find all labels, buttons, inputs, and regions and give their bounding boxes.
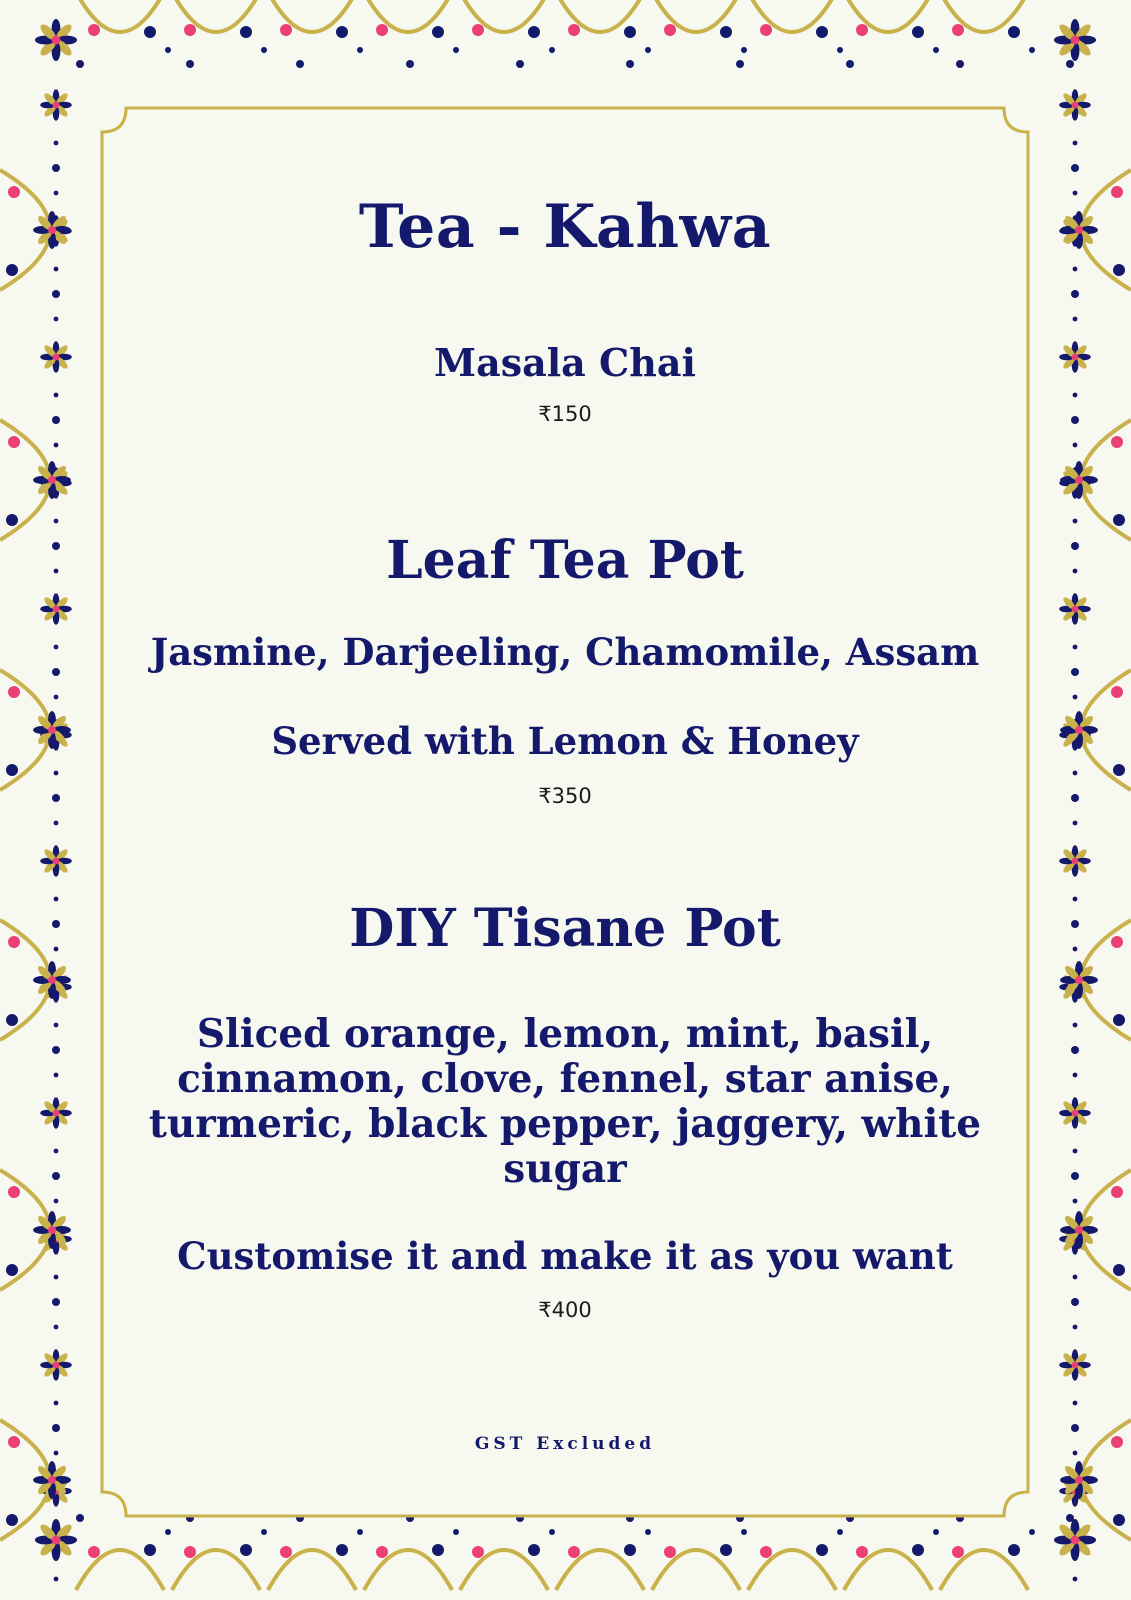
border-flower-icon <box>1060 211 1098 249</box>
border-flower-icon <box>1060 1461 1098 1499</box>
footer-gst-note: GST Excluded <box>474 1434 656 1454</box>
tisane-ingredients-line: cinnamon, clove, fennel, star anise, <box>177 1056 953 1102</box>
tisane-ingredients-line: Sliced orange, lemon, mint, basil, <box>196 1011 934 1057</box>
leaf-tea-price: ₹350 <box>538 784 592 808</box>
tisane-ingredients <box>120 1012 1010 1192</box>
border-flower-icon <box>33 1211 71 1249</box>
border-flower-icon <box>33 711 71 749</box>
corner-flower-icon <box>1054 19 1096 61</box>
border-flower-icon <box>1059 593 1091 625</box>
border-flower-icon <box>40 1349 72 1381</box>
border-flower-icon <box>1059 1097 1091 1129</box>
corner-flower-icon <box>35 19 77 61</box>
border-flower-icon <box>1059 1349 1091 1381</box>
border-flower-icon <box>1059 341 1091 373</box>
item-masala-chai-price: ₹150 <box>538 402 592 426</box>
section-diy-tisane-title: DIY Tisane Pot <box>349 898 781 959</box>
border-flower-icon <box>40 845 72 877</box>
border-flower-icon <box>1060 711 1098 749</box>
border-flower-icon <box>40 593 72 625</box>
border-flower-icon <box>1060 461 1098 499</box>
border-flower-icon <box>33 1461 71 1499</box>
border-flower-icon <box>1060 1211 1098 1249</box>
tisane-note: Customise it and make it as you want <box>177 1234 953 1278</box>
border-flower-icon <box>1059 89 1091 121</box>
leaf-tea-varieties: Jasmine, Darjeeling, Chamomile, Assam <box>150 630 980 674</box>
corner-flower-icon <box>35 1519 77 1561</box>
tisane-ingredients-line: sugar <box>503 1146 627 1192</box>
border-flower-icon <box>40 89 72 121</box>
border-flower-icon <box>1060 961 1098 999</box>
leaf-tea-served-with: Served with Lemon & Honey <box>271 719 859 763</box>
tisane-ingredients-line: turmeric, black pepper, jaggery, white <box>148 1101 982 1147</box>
section-leaf-tea-pot-title: Leaf Tea Pot <box>386 530 744 591</box>
item-masala-chai-name: Masala Chai <box>434 340 696 385</box>
corner-flower-icon <box>1054 1519 1096 1561</box>
border-flower-icon <box>33 961 71 999</box>
border-flower-icon <box>33 211 71 249</box>
menu-title: Tea - Kahwa <box>358 192 772 262</box>
menu-page <box>120 130 1010 1500</box>
border-flower-icon <box>40 1097 72 1129</box>
tisane-price: ₹400 <box>538 1298 592 1322</box>
border-flower-icon <box>33 461 71 499</box>
border-flower-icon <box>40 341 72 373</box>
border-flower-icon <box>1059 845 1091 877</box>
